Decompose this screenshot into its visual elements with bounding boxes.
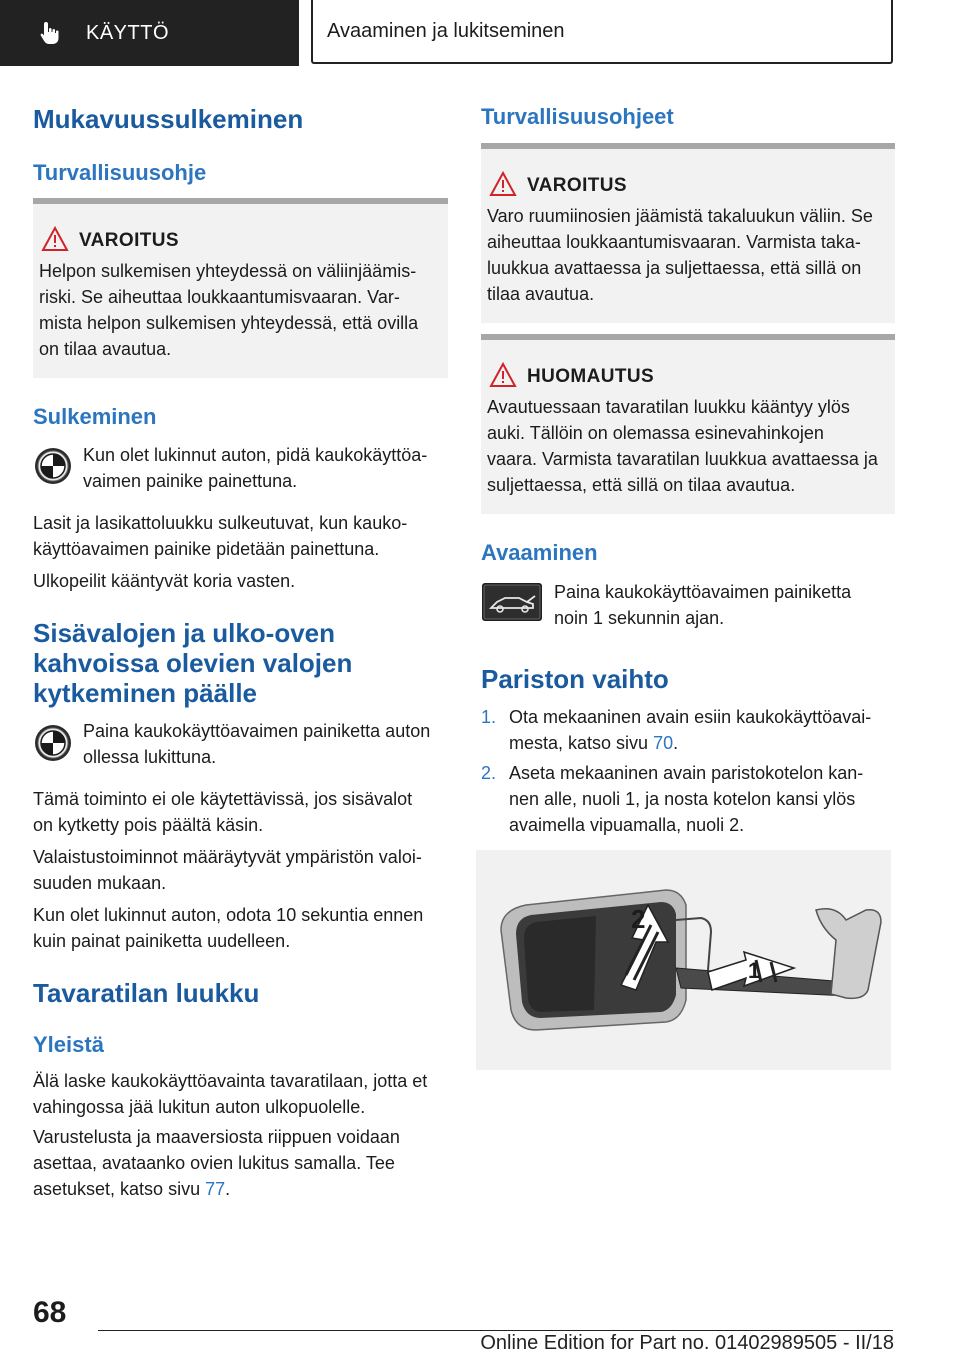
text-line: käyttöavaimen painike pidetään painettuna. — [33, 539, 380, 559]
heading-general: Yleistä — [33, 1032, 104, 1057]
step-number: 1. — [481, 707, 497, 727]
footer-divider — [98, 1330, 893, 1331]
text-line: Aseta mekaaninen avain paristokotelon kan- — [509, 763, 864, 783]
text-line — [509, 730, 895, 756]
hand-pointer-icon — [38, 20, 64, 46]
text-line: Paina kaukokäyttöavaimen painiketta auton — [83, 721, 431, 741]
notice-line: vaara. Varmista tavaratilan luukkua avattaessa ja — [487, 449, 878, 469]
text-line: noin 1 sekunnin ajan. — [554, 608, 725, 628]
warning-box — [33, 198, 448, 378]
step-number: 2. — [481, 763, 497, 783]
text-line: Kun olet lukinnut auton, pidä kaukokäyttöa- — [83, 445, 428, 465]
chapter-tab-label: KÄYTTÖ — [86, 21, 170, 44]
warning-line: on tilaa avautua. — [39, 339, 172, 359]
heading-comfort-closing: Mukavuussulkeminen — [33, 104, 304, 134]
bmw-key-icon — [33, 723, 73, 763]
page-number: 68 — [33, 1296, 67, 1329]
opening-instruction — [554, 579, 895, 631]
lights-instruction — [83, 718, 449, 770]
warning-line: riski. Se aiheuttaa loukkaantumisvaaran. Var- — [39, 287, 400, 307]
arrow-1-label: 1 — [748, 958, 761, 983]
heading-line: kahvoissa olevien valojen — [33, 648, 353, 678]
text-line: Älä laske kaukokäyttöavainta tavaratilaan, jotta et — [33, 1071, 428, 1091]
heading-opening: Avaaminen — [481, 540, 598, 565]
text-line: nen alle, nuoli 1, ja nosta kotelon kansi ylös — [509, 789, 856, 809]
text-line: Tämä toiminto ei ole käytettävissä, jos sisävalot — [33, 789, 413, 809]
text-line: suuden mukaan. — [33, 873, 167, 893]
text-line: vaimen painike painettuna. — [83, 471, 298, 491]
heading-battery-change: Pariston vaihto — [481, 664, 669, 694]
text-line: kuin painat painiketta uudelleen. — [33, 931, 291, 951]
heading-safety-notes: Turvallisuusohjeet — [481, 104, 674, 129]
text-line: Valaistustoiminnot määräytyvät ympäristön valoi- — [33, 847, 422, 867]
closing-paragraph-2: Ulkopeilit kääntyvät koria vasten. — [33, 571, 296, 591]
bmw-key-icon — [33, 446, 73, 486]
text-fragment: . — [673, 733, 679, 753]
notice-line: Avautuessaan tavaratilan luukku kääntyy ylös — [487, 397, 850, 417]
warning-triangle-icon — [489, 171, 517, 197]
heading-line: Sisävalojen ja ulko-oven — [33, 618, 335, 648]
text-fragment: asetukset, katso sivu — [33, 1179, 206, 1199]
heading-lights — [33, 618, 352, 708]
key-illustration-svg — [476, 850, 891, 1070]
key-battery-illustration — [476, 850, 891, 1070]
step-1-text — [509, 704, 895, 756]
warning-box — [481, 143, 895, 323]
text-line: avaimella vipuamalla, nuoli 2. — [509, 815, 745, 835]
text-fragment: mesta, katso sivu — [509, 733, 654, 753]
warning-triangle-icon — [41, 226, 69, 252]
lights-paragraph-3 — [33, 902, 423, 954]
warning-line: Varo ruumiinosien jäämistä takaluukun väliin. Se — [487, 206, 873, 226]
closing-paragraph-1 — [33, 510, 407, 562]
text-line: on kytketty pois päältä käsin. — [33, 815, 264, 835]
general-paragraph-2 — [33, 1124, 400, 1202]
text-line: Lasit ja lasikattoluukku sulkeutuvat, kun kauko- — [33, 513, 408, 533]
page-link-70[interactable]: 70 — [653, 733, 674, 753]
heading-tailgate: Tavaratilan luukku — [33, 978, 260, 1008]
page-header — [0, 0, 960, 66]
arrow-2-label: 2 — [631, 904, 646, 934]
warning-line: aiheuttaa loukkaantumisvaaran. Varmista taka- — [487, 232, 861, 252]
lights-paragraph-1 — [33, 786, 412, 838]
warning-line: Helpon sulkemisen yhteydessä on väliinjäämis- — [39, 261, 417, 281]
heading-safety-note: Turvallisuusohje — [33, 160, 207, 185]
lights-paragraph-2 — [33, 844, 422, 896]
text-line: asettaa, avataanko ovien lukitus samalla. Tee — [33, 1153, 395, 1173]
text-fragment: . — [225, 1179, 231, 1199]
text-line: Paina kaukokäyttöavaimen painiketta — [554, 582, 852, 602]
text-line: vahingossa jää lukitun auton ulkopuolelle. — [33, 1097, 366, 1117]
text-line: Ota mekaaninen avain esiin kaukokäyttöavai- — [509, 707, 872, 727]
heading-line: kytkeminen päälle — [33, 678, 257, 708]
warning-line: tilaa avautua. — [487, 284, 595, 304]
warning-title: VAROITUS — [79, 230, 179, 251]
section-tab[interactable] — [311, 0, 893, 64]
notice-triangle-icon — [489, 362, 517, 388]
notice-line: auki. Tällöin on olemassa esinevahinkojen — [487, 423, 824, 443]
warning-title: VAROITUS — [527, 175, 627, 196]
warning-text — [39, 258, 442, 362]
warning-line: mista helpon sulkemisen yhteydessä, että ovilla — [39, 313, 419, 333]
heading-closing: Sulkeminen — [33, 404, 157, 429]
section-tab-label: Avaaminen ja lukitseminen — [327, 19, 565, 42]
notice-box — [481, 334, 895, 514]
notice-title: HUOMAUTUS — [527, 366, 655, 387]
step-2-text — [509, 760, 895, 838]
chapter-tab[interactable] — [0, 0, 299, 66]
text-line: Kun olet lukinnut auton, odota 10 sekuntia ennen — [33, 905, 424, 925]
page-link-77[interactable]: 77 — [205, 1179, 226, 1199]
text-line: ollessa lukittuna. — [83, 747, 217, 767]
notice-line: suljettaessa, että sillä on tilaa avautua. — [487, 475, 796, 495]
notice-text — [487, 394, 889, 498]
text-line: Varustelusta ja maaversiosta riippuen voidaan — [33, 1127, 400, 1147]
closing-instruction — [83, 442, 449, 494]
edition-footer: Online Edition for Part no. 01402989505 - II/18 — [480, 1332, 894, 1354]
warning-text — [487, 203, 889, 307]
warning-line: luukkua avattaessa ja suljettaessa, että sillä on — [487, 258, 862, 278]
text-line — [33, 1176, 400, 1202]
general-paragraph-1 — [33, 1068, 427, 1120]
trunk-open-button-icon — [481, 582, 543, 622]
